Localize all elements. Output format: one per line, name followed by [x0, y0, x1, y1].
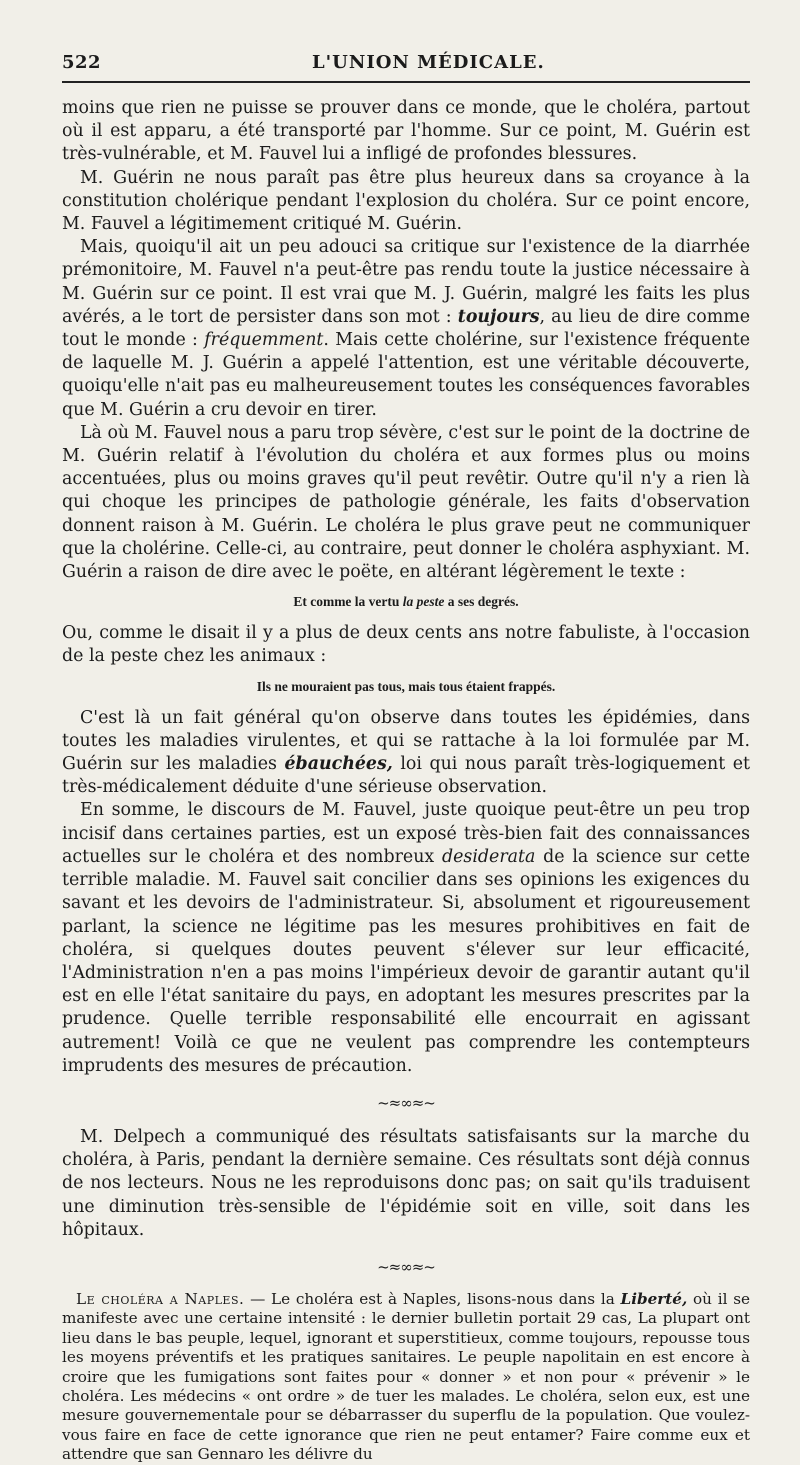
naples-heading: Le choléra a Naples. — [76, 1289, 245, 1308]
ornamental-divider-1 — [62, 1094, 750, 1112]
paragraph-fait-general-after: loi qui nous paraît très-logiquement et très-médicalement déduite d'une sérieuse observation. — [62, 754, 750, 798]
paragraph-somme-before: En somme, le discours de M. Fauvel, juste quoique peut-être un peu trop incisif dans certaines parties, est un exposé très-bien fait des connaissances actuelles sur le choléra et des nombreux — [62, 800, 750, 867]
divider-ornament-2: ~≈∞≈~ — [377, 1257, 435, 1276]
paragraph-fabuliste: Ou, comme le disait il y a plus de deux cents ans notre fabuliste, à l'occasion de la peste chez les animaux : — [62, 623, 750, 667]
word-desiderata: desiderata — [442, 846, 536, 867]
paragraph-constitution: M. Guérin ne nous paraît pas être plus heureux dans sa croyance à la constitution cholérique pendant l'explosion du choléra. Sur ce point encore, M. Fauvel a légitimement critiqué M. Guérin. — [62, 167, 750, 235]
ornamental-divider-2 — [62, 1258, 750, 1276]
verse-quote-1-before: Et comme la vertu — [293, 594, 400, 610]
paragraph-fait-general — [62, 707, 750, 800]
naples-source: Liberté, — [620, 1289, 688, 1308]
divider-ornament-1: ~≈∞≈~ — [377, 1093, 435, 1112]
word-ebauchees: ébauchées, — [284, 754, 393, 775]
verse-quote-1-after: a ses degrés. — [447, 594, 519, 610]
paragraph-delpech: M. Delpech a communiqué des résultats satisfaisants sur la marche du choléra, à Paris, pendant la dernière semaine. Ces résultats sont déjà connus de nos lecteurs. Nous ne les reproduisons donc pas; on sait qu'ils traduisent une diminution très-sensible de l'épidémie soit en ville, soit dans les hôpitaux. — [62, 1126, 750, 1240]
paragraph-somme-after: de la science sur cette terrible maladie. M. Fauvel sait concilier dans ses opinions les exigences du savant et les devoirs de l'administrateur. Si, absolument et rigoureusement parlant, la science ne légitime pas les mesures prohibitives en fait de choléra, si quelques doutes peuvent s'élever sur leur efficacité, l'Administration n'en a pas moins l'impérieux devoir de garantir autant qu'il est en elle l'état sanitaire du pays, en adoptant les mesures prescrites par la prudence. Quelle terrible responsabilité elle encourrait en agissant autrement! Voilà ce que ne veulent pas comprendre les contempteurs imprudents des mesures de précaution. — [62, 846, 751, 1076]
paragraph-diarrhee-text-2: , au lieu de dire comme tout le monde : — [62, 306, 750, 351]
paragraph-somme — [62, 799, 750, 1077]
paragraph-naples — [62, 1290, 750, 1465]
paragraph-diarrhee — [62, 236, 750, 422]
verse-quote-1-italic: la peste — [402, 594, 445, 610]
paragraph-diarrhee-text: Mais, quoiqu'il ait un peu adouci sa critique sur l'existence de la diarrhée prémonitoire, M. Fauvel n'a peut-être pas rendu toute la justice nécessaire à M. Guérin sur ce point. Il est vrai que M. J. Guérin, malgré les faits les plus avérés, a le tort de persister dans son mot : — [62, 237, 750, 327]
verse-quote-1 — [62, 594, 750, 610]
running-title: L'UNION MÉDICALE. — [312, 52, 545, 73]
naples-section — [62, 1290, 750, 1465]
naples-text-2: où il se manifeste avec une certaine intensité : le dernier bulletin portait 29 cas, La plupart ont lieu dans le bas peuple, lequel, ignorant et superstitieux, comme toujours, repousse tous les moyens préventifs et les pratiques sanitaires. Le peuple napolitain en est encore à croire que les fumigations sont faites pour « donner » et non pour « prévenir » le choléra. Les médecins « ont ordre » de tuer les malades. Le choléra, selon eux, est une mesure gouvernementale pour se débarrasser du superflu de la population. Que voulez-vous faire en face de cette ignorance que rien ne peut entamer? Faire comme eux et attendre que san Gennaro les délivre du — [62, 1289, 751, 1464]
word-toujours: toujours — [457, 306, 540, 327]
word-frequemment: fréquemment — [204, 330, 324, 351]
paragraph-evolution: Là où M. Fauvel nous a paru trop sévère, c'est sur le point de la doctrine de M. Guérin relatif à l'évolution du choléra et aux formes plus ou moins accentuées, plus ou moins graves qu'il peut revêtir. Outre qu'il n'y a rien là qui choque les principes de pathologie générale, les faits d'observation donnent raison à M. Guérin. Le choléra le plus grave peut ne communiquer que la cholérine. Celle-ci, au contraire, peut donner le choléra asphyxiant. M. Guérin a raison de dire avec le poëte, en altérant légèrement le texte : — [62, 422, 750, 583]
verse-quote-2: Ils ne mouraient pas tous, mais tous étaient frappés. — [256, 678, 556, 694]
page-header — [62, 52, 750, 83]
paragraph-fait-general-before: C'est là un fait général qu'on observe dans toutes les épidémies, dans toutes les maladies virulentes, et qui se rattache à la loi formulée par M. Guérin sur les maladies — [62, 707, 750, 775]
paragraph-diarrhee-text-3: . Mais cette cholérine, sur l'existence fréquente de laquelle M. J. Guérin a appelé l'attention, est une véritable découverte, quoiqu'elle n'ait pas eu malheureusement toutes les conséquences favorables que M. Guérin a cru devoir en tirer. — [62, 330, 751, 420]
naples-text-1: — Le choléra est à Naples, lisons-nous dans la — [250, 1289, 615, 1308]
page-number: 522 — [62, 52, 102, 73]
paragraph-transport: moins que rien ne puisse se prouver dans ce monde, que le choléra, partout où il est apparu, a été transporté par l'homme. Sur ce point, M. Guérin est très-vulnérable, et M. Fauvel lui a infligé de profondes blessures. — [62, 98, 750, 165]
